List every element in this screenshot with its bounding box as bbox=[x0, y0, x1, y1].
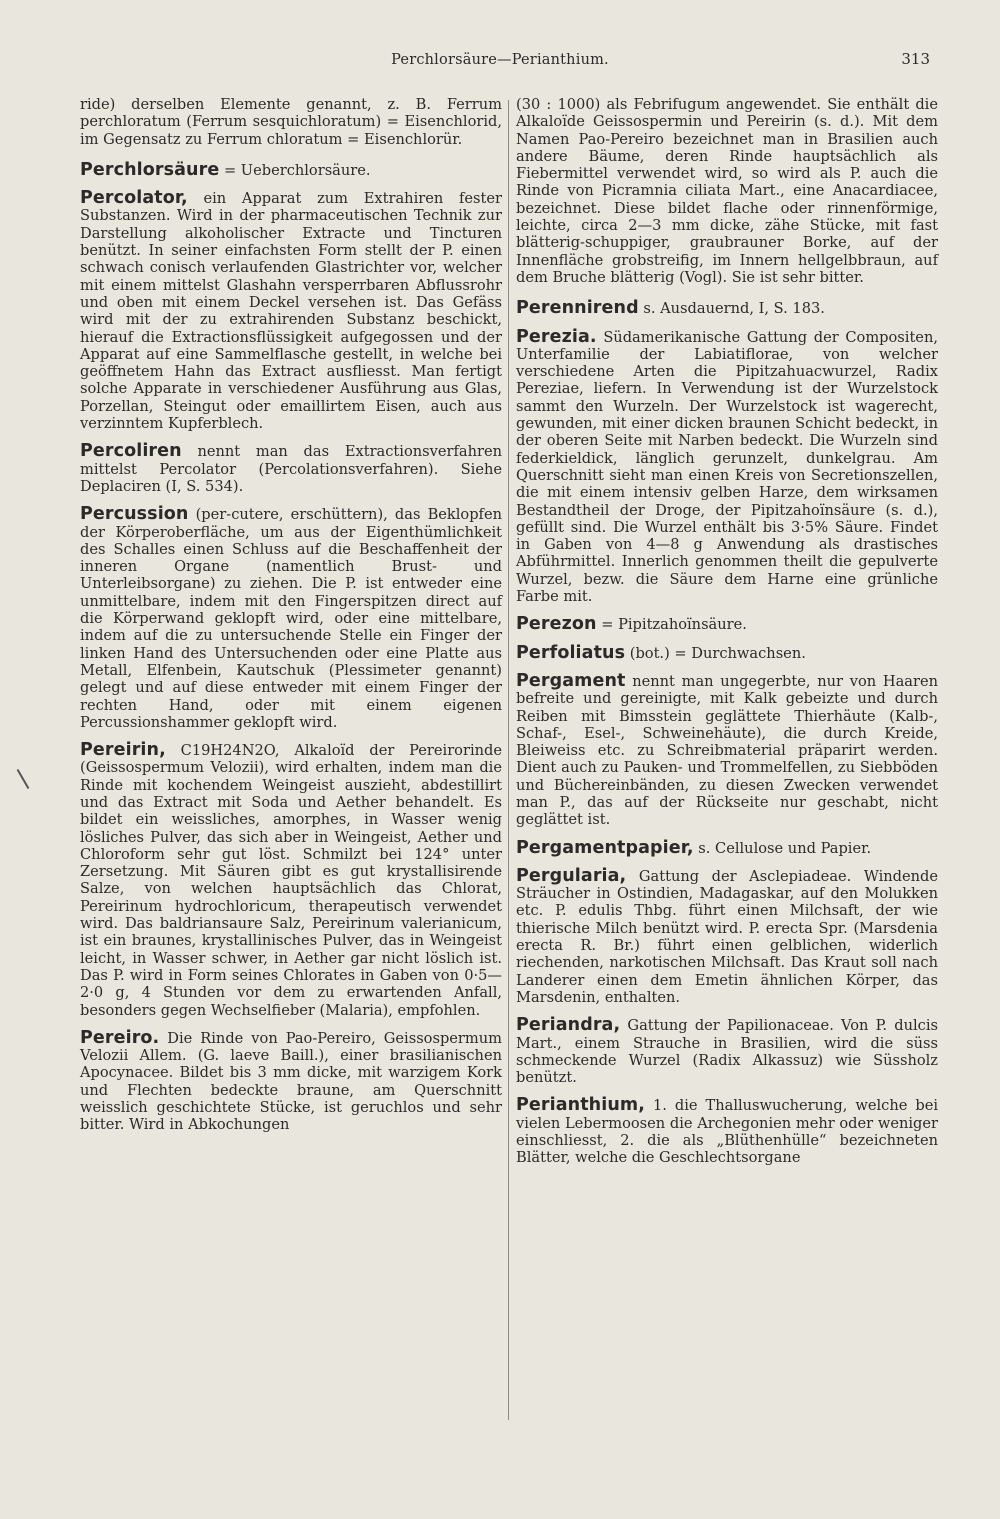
entry-text: ein Apparat zum Extrahiren fester Substanzen. Wird in der pharmaceutischen Technik zur Darstellung alkoholischer Extracte und Tincturen benützt. In seiner einfachsten Form stellt der P. einen schwach conisch verlaufenden Glastrichter vor, welcher mit einem mittelst Glashahn versperrbaren Abflussrohr und oben mit einem Deckel versehen ist. Das Gefäss wird mit der zu extrahirenden Substanz beschickt, hierauf die Extractionsflüssigkeit aufgegossen und der Apparat auf eine Sammelflasche gestellt, in welche bei geöffnetem Hahn das Extract ausfliesst. Man fertigt solche Apparate in verschiedener Ausführung aus Glas, Porzellan, Steingut oder emaillirtem Eisen, auch aus verzinntem Kupferblech. bbox=[80, 190, 502, 433]
entry-text: 1. die Thalluswucherung, welche bei vielen Lebermoosen die Archegonien mehr oder weniger einschliesst, 2. die als „Blüthenhülle“ bezeichneten Blätter, welche die Geschlechtsorgane bbox=[516, 1097, 939, 1167]
column-divider bbox=[508, 100, 509, 1420]
entry-lemma: Pergamentpapier, bbox=[516, 837, 694, 858]
entry-text: (30 : 1000) als Febrifugum angewendet. Sie enthält die Alkaloïde Geissospermin und Pereirin (s. d.). Mit dem Namen Pao-Pereiro bezeichnet man in Brasilien auch andere Bäume, deren Rinde hauptsächlich als Fiebermittel verwendet wird, so wird als P. auch die Rinde von Picramnia ciliata Mart., eine Anacardiacee, bezeichnet. Diese bildet flache oder rinnenförmige, leichte, circa 2—3 mm dicke, zähe Stücke, mit fast blätterig-schuppiger, graubrauner Borke, auf der Innenfläche grobstreifig, im Innern hellgelbbraun, auf dem Bruche blätterig (Vogl). Sie ist sehr bitter. bbox=[516, 96, 938, 286]
entry-text: C19H24N2O, Alkaloïd der Pereirorinde (Geissospermum Velozii), wird erhalten, indem man die Rinde mit kochendem Weingeist auszieht, abdestillirt und das Extract mit Soda und Aether behandelt. Es bildet ein weissliches, amorphes, in Wasser wenig lösliches Pulver, das sich aber in Weingeist, Aether und Chloroform sehr gut löst. Schmilzt bei 124° unter Zersetzung. Mit Säuren gibt es gut krystallisirende Salze, von welchen hauptsächlich das Chlorat, Pereirinum hydrochloricum, therapeutisch verwendet wird. Das baldriansaure Salz, Pereirinum valerianicum, ist ein braunes, krystallinisches Pulver, das in Weingeist leicht, in Wasser schwer, in Aether gar nicht löslich ist. Das P. wird in Form seines Chlorates in Gaben von 0·5—2·0 g, 4 Stunden vor dem zu erwartenden Anfall, besonders gegen Wechselfieber (Malaria), empfohlen. bbox=[80, 742, 502, 1019]
entry-text: Gattung der Asclepiadeae. Windende Sträucher in Ostindien, Madagaskar, auf den Molukken etc. P. edulis Thbg. führt einen Milchsaft, der wie thierische Milch benützt wird. P. erecta Spr. (Marsdenia erecta R. Br.) führt einen gelblichen, widerlich riechenden, narkotischen Milchsaft. Das Kraut soll nach Landerer einen dem Emetin ähnlichen Körper, das Marsdenin, enthalten. bbox=[516, 867, 939, 1006]
entry bbox=[80, 96, 502, 148]
entry bbox=[516, 837, 938, 858]
entry-lemma: Perennirend bbox=[516, 298, 639, 319]
entry-text: = Ueberchlorsäure. bbox=[223, 161, 371, 179]
right-column bbox=[516, 96, 938, 1178]
entry-text: Gattung der Papilionaceae. Von P. dulcis Mart., einem Strauche in Brasilien, wird die süss schmeckende Wurzel (Radix Alkassuz) wie Süssholz benützt. bbox=[516, 1017, 938, 1087]
entry-text: ride) derselben Elemente genannt, z. B. Ferrum perchloratum (Ferrum sesquichloratum) = Eisenchlorid, im Gegensatz zu Ferrum chloratum = Eisenchlorür. bbox=[80, 96, 502, 148]
entry-lemma: Pereiro. bbox=[80, 1027, 160, 1048]
entry-text: Südamerikanische Gattung der Compositen, Unterfamilie der Labiatiflorae, von welcher verschiedene Arten die Pipitzahuacwurzel, Radix Pereziae, liefern. In Verwendung ist der Wurzelstock sammt den Wurzeln. Der Wurzelstock ist wagerecht, gewunden, mit einer dicken braunen Schicht bedeckt, in der oberen Seite mit Narben bedeckt. Die Wurzeln sind federkieldick, länglich gerunzelt, dunkelgrau. Am Querschnitt sieht man einen Kreis von Secretionszellen, die mit einem intensiv gelben Harze, dem wirksamen Bestandtheil der Droge, der Pipitzahoïnsäure (s. d.), gefüllt sind. Die Wurzel enthält bis 3·5% Säure. Findet in Gaben von 4—8 g Anwendung als drastisches Abführmittel. Innerlich genommen theilt die gepulverte Wurzel, bezw. die Säure dem Harne eine grünliche Farbe mit. bbox=[516, 328, 938, 606]
entry-lemma: Percussion bbox=[80, 504, 189, 525]
entry-lemma: Periandra, bbox=[516, 1015, 621, 1036]
entry bbox=[516, 1097, 938, 1166]
entry bbox=[80, 1027, 502, 1134]
entry-lemma: Perchlorsäure bbox=[80, 159, 220, 180]
page-number: 313 bbox=[901, 50, 930, 68]
entry bbox=[80, 443, 502, 495]
entry-text: = Pipitzahoïnsäure. bbox=[601, 616, 747, 634]
running-head bbox=[0, 48, 1000, 76]
entry-text: Die Rinde von Pao-Pereiro, Geissospermum Velozii Allem. (G. laeve Baill.), einer brasilianischen Apocynacee. Bildet bis 3 mm dicke, mit warzigem Kork und Flechten bedeckte braune, am Querschnitt weisslich geschichtete Stücke, ist geruchlos und sehr bitter. Wird in Abkochungen bbox=[80, 1029, 502, 1134]
entry-text: nennt man ungegerbte, nur von Haaren befreite und gereinigte, mit Kalk gebeizte und durch Reiben mit Bimsstein geglättete Thierhäute (Kalb-, Schaf-, Esel-, Schweinehäute), die durch Kreide, Bleiweiss etc. zu Schreibmaterial präparirt werden. Dient auch zu Pauken- und Trommelfellen, zu Siebböden und Büchereinbänden, zu diesen Zwecken verwendet man P., das auf der Rückseite nur geschabt, nicht geglättet ist. bbox=[516, 672, 938, 829]
entry-lemma: Perezon bbox=[516, 614, 597, 635]
entry-lemma: Percoliren bbox=[80, 441, 182, 462]
entry bbox=[516, 616, 938, 633]
entry-lemma: Pereirin, bbox=[80, 740, 166, 761]
entry bbox=[80, 742, 502, 1019]
entry bbox=[80, 190, 502, 432]
running-title: Perchlorsäure—Perianthium. bbox=[391, 52, 609, 68]
entry-lemma: Pergularia, bbox=[516, 865, 627, 886]
entry bbox=[516, 670, 938, 829]
entry bbox=[516, 96, 938, 286]
entry bbox=[80, 159, 502, 180]
entry-text: s. Cellulose und Papier. bbox=[698, 839, 872, 857]
entry bbox=[516, 300, 938, 317]
entry-lemma: Perfoliatus bbox=[516, 642, 626, 663]
entry-text: nennt man das Extractionsverfahren mittelst Percolator (Percolationsverfahren). Siehe Deplaciren (I, S. 534). bbox=[80, 443, 503, 495]
entry-lemma: Percolator, bbox=[80, 188, 188, 209]
entry bbox=[516, 865, 939, 1006]
entry-text: (bot.) = Durchwachsen. bbox=[629, 644, 806, 662]
entry bbox=[516, 642, 938, 663]
left-column bbox=[80, 96, 502, 1145]
margin-mark bbox=[17, 769, 30, 789]
entry-lemma: Perezia. bbox=[516, 326, 597, 347]
entry-text: s. Ausdauernd, I, S. 183. bbox=[643, 300, 825, 318]
entry-lemma: Perianthium, bbox=[516, 1095, 645, 1116]
entry bbox=[516, 326, 938, 606]
entry bbox=[516, 1017, 938, 1086]
entry bbox=[80, 506, 502, 731]
entry-text: (per-cutere, erschüttern), das Beklopfen der Körperoberfläche, um aus der Eigenthümlichkeit des Schalles einen Schluss auf die Beschaffenheit der inneren Organe (namentlich Brust- und Unterleibsorgane) zu ziehen. Die P. ist entweder eine unmittelbare, indem mit den Fingerspitzen direct auf die Körperwand geklopft wird, oder eine mittelbare, indem auf die zu untersuchende Stelle ein Finger der linken Hand des Untersuchenden oder eine Platte aus Metall, Elfenbein, Kautschuk (Plessimeter genannt) gelegt und auf diese entweder mit einem Finger der rechten Hand, oder mit einem eigenen Percussionshammer geklopft wird. bbox=[80, 506, 502, 731]
entry-lemma: Pergament bbox=[516, 670, 626, 691]
